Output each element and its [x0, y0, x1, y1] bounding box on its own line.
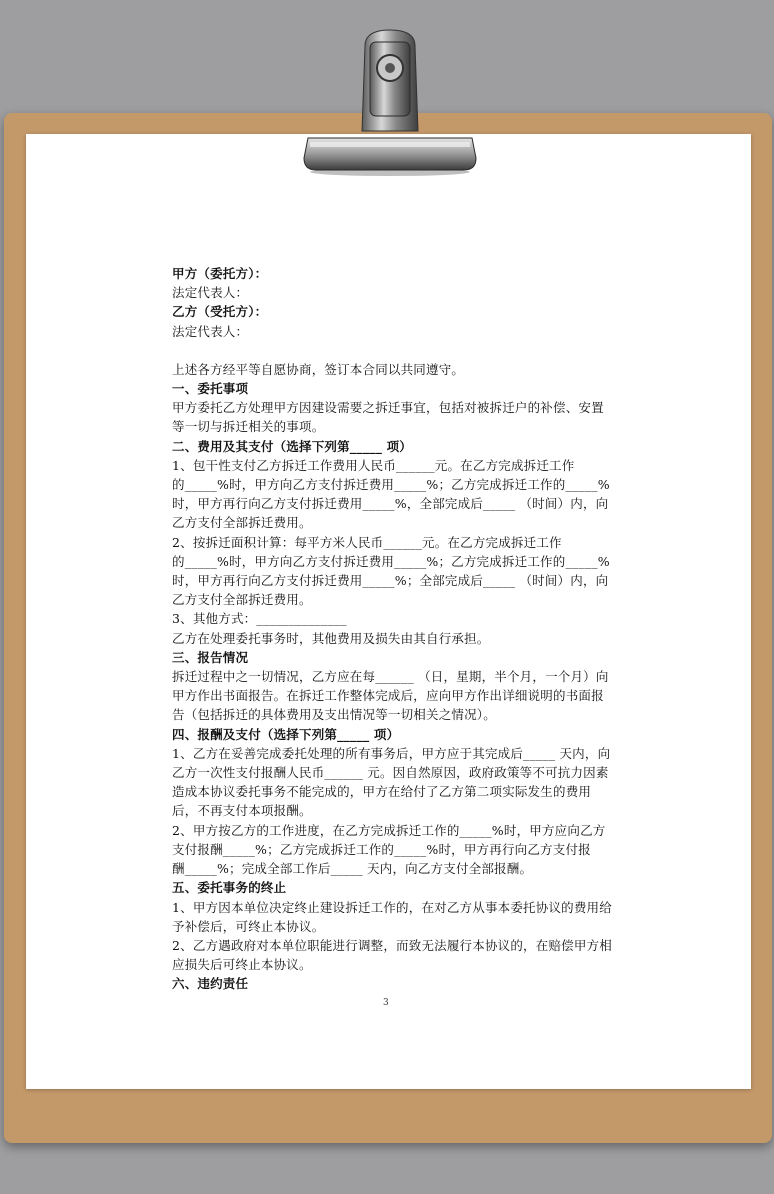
- section-5-1-line: 1、甲方因本单位决定终止建设拆迁工作的，在对乙方从事本委托协议的费用给: [172, 899, 612, 915]
- section-2-3-line: 3、其他方式：______________: [172, 611, 347, 627]
- section-4-1-line: 乙方一次性支付报酬人民币______ 元。因自然原因，政府政策等不可抗力因素: [172, 765, 609, 781]
- section-2-note: 乙方在处理委托事务时，其他费用及损失由其自行承担。: [172, 630, 490, 646]
- section-3-line: 告（包括拆迁的具体费用及支出情况等一切相关之情况）。: [172, 707, 496, 723]
- section-1-line: 等一切与拆迁相关的事项。: [172, 419, 325, 435]
- section-3-line: 拆迁过程中之一切情况，乙方应在每______ （日，星期，半个月，一个月）向: [172, 669, 609, 685]
- spacer: [172, 341, 612, 360]
- section-1-title: 一、委托事项: [172, 381, 249, 397]
- section-2-2-line: 时，甲方再行向乙方支付拆迁费用_____%；全部完成后_____ （时间）内，向: [172, 573, 609, 589]
- section-5-2-line: 2、乙方遇政府对本单位职能进行调整，而致无法履行本协议的，在赔偿甲方相: [172, 937, 612, 953]
- party-b-representative: 法定代表人：: [172, 323, 249, 339]
- section-2-1-line: 1、包干性支付乙方拆迁工作费用人民币______元。在乙方完成拆迁工作: [172, 457, 575, 473]
- section-4-2-line: 支付报酬_____%；乙方完成拆迁工作的_____%时，甲方再行向乙方支付报: [172, 841, 591, 857]
- section-2-1-line: 时，甲方再行向乙方支付拆迁费用_____%，全部完成后_____ （时间）内，向: [172, 496, 609, 512]
- party-b-label: 乙方（受托方）：: [172, 304, 268, 320]
- section-4-2-line: 2、甲方按乙方的工作进度，在乙方完成拆迁工作的_____%时，甲方应向乙方: [172, 822, 606, 838]
- section-2-1-line: 的_____%时，甲方向乙方支付拆迁费用_____%；乙方完成拆迁工作的_____%: [172, 477, 610, 493]
- section-4-1-line: 后，不再支付本项报酬。: [172, 803, 312, 819]
- section-4-2-line: 酬_____%；完成全部工作后_____ 天内，向乙方支付全部报酬。: [172, 861, 533, 877]
- section-2-title: 二、费用及其支付（选择下列第_____ 项）: [172, 438, 413, 454]
- page-number: 3: [383, 998, 389, 1008]
- section-6-title: 六、违约责任: [172, 976, 249, 992]
- section-5-2-line: 应损失后可终止本协议。: [172, 957, 312, 973]
- binder-clip-icon: [300, 26, 480, 176]
- party-a-representative: 法定代表人：: [172, 285, 249, 301]
- section-2-1-line: 乙方支付全部拆迁费用。: [172, 515, 312, 531]
- contract-text: [172, 264, 612, 994]
- party-a-label: 甲方（委托方）：: [172, 266, 268, 281]
- intro-paragraph: 上述各方经平等自愿协商，签订本合同以共同遵守。: [172, 361, 465, 377]
- section-5-1-line: 予补偿后，可终止本协议。: [172, 918, 325, 934]
- section-4-title: 四、报酬及支付（选择下列第_____ 项）: [172, 726, 400, 742]
- section-3-title: 三、报告情况: [172, 649, 249, 665]
- section-4-1-line: 造成本协议委托事务不能完成的，甲方在给付了乙方第二项实际发生的费用: [172, 784, 592, 800]
- section-2-2-line: 2、按拆迁面积计算：每平方米人民币______元。在乙方完成拆迁工作: [172, 534, 562, 550]
- section-2-2-line: 的_____%时，甲方向乙方支付拆迁费用_____%；乙方完成拆迁工作的_____%: [172, 553, 610, 569]
- section-4-1-line: 1、乙方在妥善完成委托处理的所有事务后，甲方应于其完成后_____ 天内，向: [172, 745, 611, 761]
- section-3-line: 甲方作出书面报告。在拆迁工作整体完成后，应向甲方作出详细说明的书面报: [172, 688, 604, 704]
- section-5-title: 五、委托事务的终止: [172, 880, 287, 896]
- section-2-2-line: 乙方支付全部拆迁费用。: [172, 592, 312, 608]
- section-1-line: 甲方委托乙方处理甲方因建设需要之拆迁事宜，包括对被拆迁户的补偿、安置: [172, 400, 604, 416]
